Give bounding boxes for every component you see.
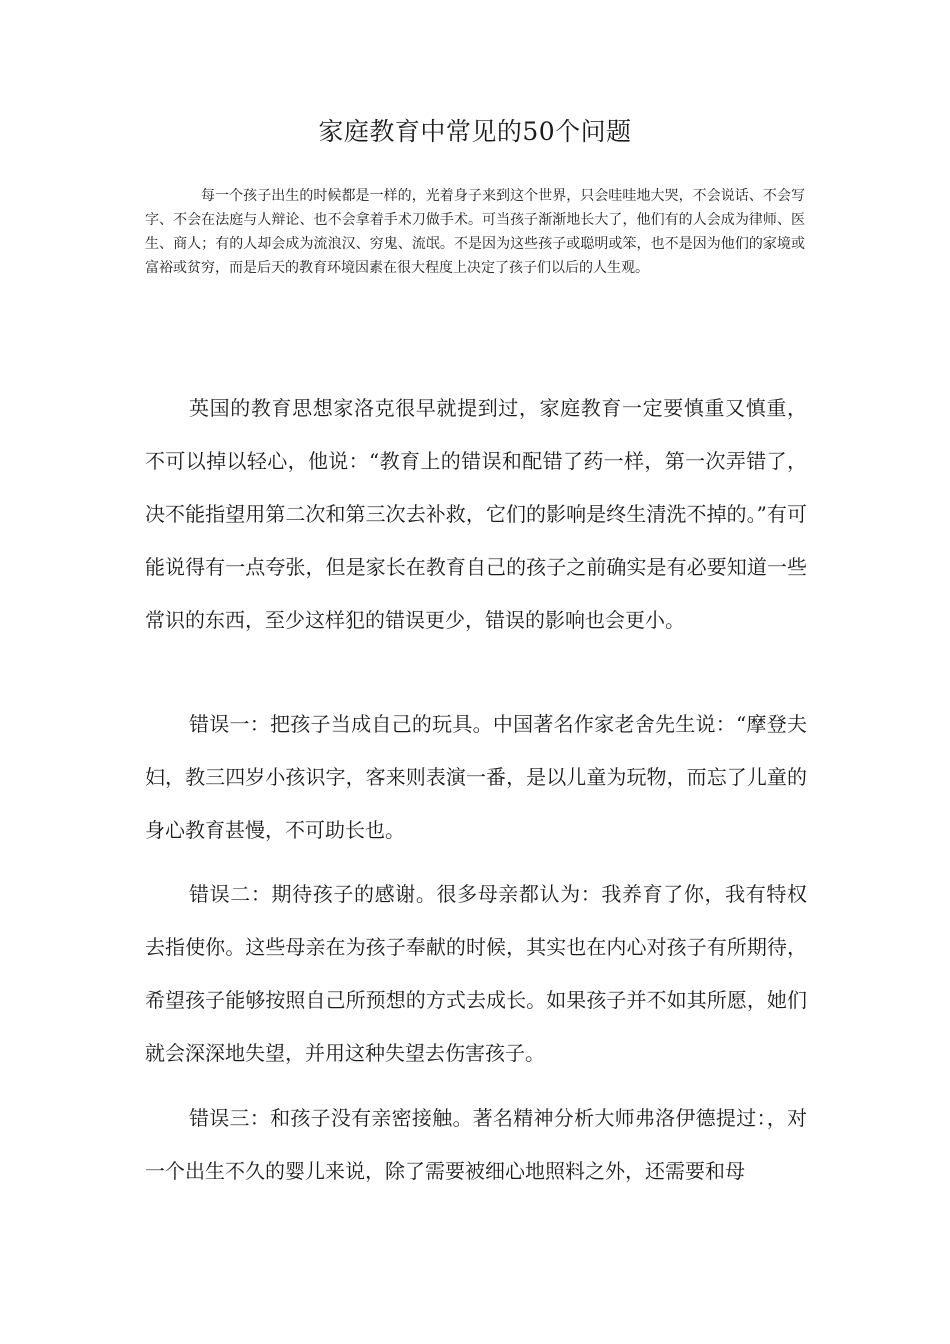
- mistake-three-paragraph: 错误三：和孩子没有亲密接触。著名精神分析大师弗洛伊德提过：，对一个出生不久的婴儿来说，除了需要被细心地照料之外，还需要和母: [145, 1106, 807, 1183]
- intro-paragraph: 每一个孩子出生的时候都是一样的，光着身子来到这个世界，只会哇哇地大哭，不会说话、不会写字、不会在法庭与人辩论、也不会拿着手术刀做手术。可当孩子渐渐地长大了，他们有的人会成为律师、医生、商人；有的人却会成为流浪汉、穷鬼、流氓。不是因为这些孩子或聪明或笨，也不是因为他们的家境或富裕或贫穷，而是后天的教育环境因素在很大程度上决定了孩子们以后的人生观。: [145, 188, 805, 276]
- mistake-two-paragraph: 错误二：期待孩子的感谢。很多母亲都认为：我养育了你，我有特权去指使你。这些母亲在为孩子奉献的时候，其实也在内心对孩子有所期待，希望孩子能够按照自己所预想的方式去成长。如果孩子并不如其所愿，她们就会深深地失望，并用这种失望去伤害孩子。: [145, 882, 807, 1065]
- mistake-one-paragraph: 错误一：把孩子当成自己的玩具。中国著名作家老舍先生说：“摩登夫妇，教三四岁小孩识字，客来则表演一番，是以儿童为玩物，而忘了儿童的身心教育甚慢，不可助长也。: [145, 712, 807, 842]
- document-title: 家庭教育中常见的50个问题: [318, 117, 632, 146]
- locke-quote-paragraph: 英国的教育思想家洛克很早就提到过，家庭教育一定要慎重又慎重，不可以掉以轻心，他说：“教育上的错误和配错了药一样，第一次弄错了，决不能指望用第二次和第三次去补救，它们的影响是终生清洗不掉的。”有可能说得有一点夸张，但是家长在教育自己的孩子之前确实是有必要知道一些常识的东西，至少这样犯的错误更少，错误的影响也会更小。: [145, 396, 807, 632]
